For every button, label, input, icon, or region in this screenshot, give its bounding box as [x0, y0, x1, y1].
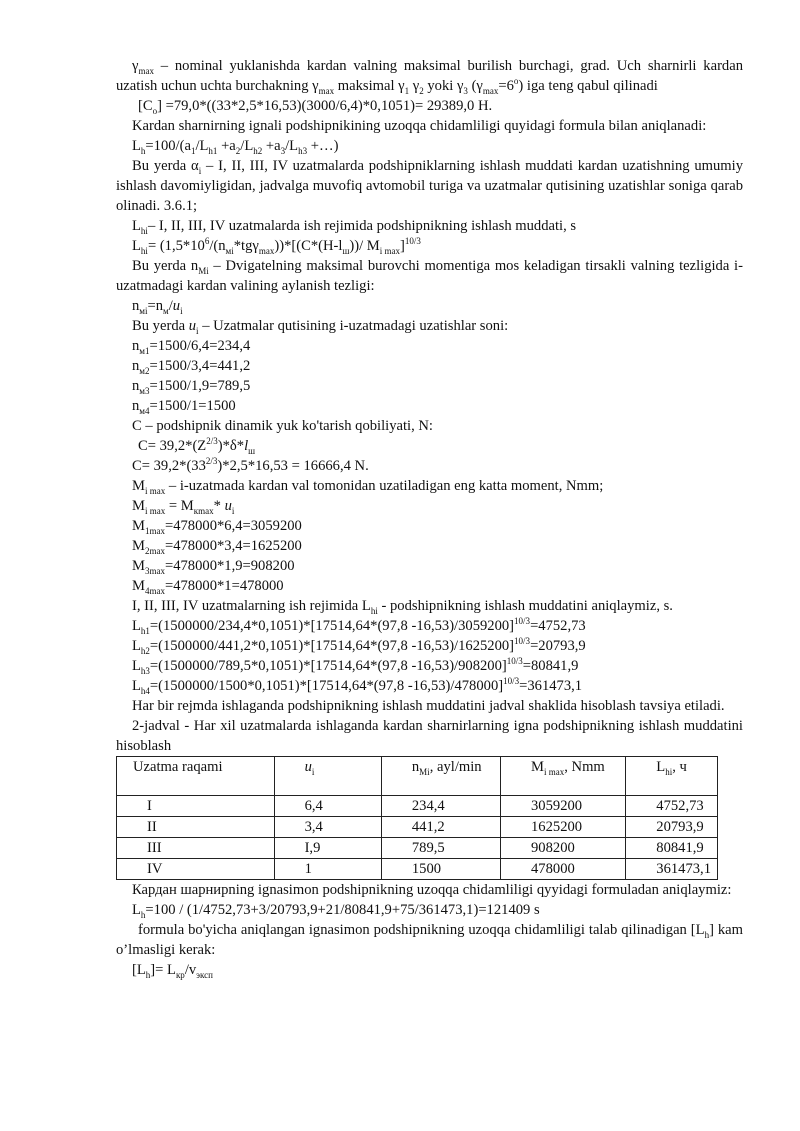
table-cell: 908200 [501, 838, 626, 859]
table-cell: II [117, 817, 275, 838]
nm1-calc: $n_{м1}=1500/6,4=234,4$ [132, 338, 251, 356]
table-row [117, 838, 718, 859]
table-cell: 1625200 [501, 817, 626, 838]
header-ratio: $u_i$ [274, 757, 381, 796]
required-life-formula: $[L_h]= L_{кр}/v_{эксп}$ [132, 962, 213, 980]
ui-definition: Bu yerda $u_i$ – Uzatmalar qutisining i-uzatmadagi uzatishlar soni: [132, 318, 509, 336]
table-cell: 361473,1 [626, 859, 718, 880]
table-cell: 478000 [501, 859, 626, 880]
nm4-calc: $n_{м4}=1500/1=1500$ [132, 398, 236, 416]
table-cell: 789,5 [381, 838, 500, 859]
table-intro: Har bir rejmda ishlaganda podshipnikning ishlash muddatini jadval shaklida hisoblash tavsiya etiladi. [132, 698, 725, 714]
table-cell: 3059200 [501, 796, 626, 817]
header-speed: $n_{Mi}$, ayl/min [381, 757, 500, 796]
nm2-calc: $n_{м2}=1500/3,4=441,2$ [132, 358, 251, 376]
table-caption: 2-jadval - Har xil uzatmalarda ishlaganda kardan sharnirlarning igna podshipnikning ishlash muddatini hisoblash [116, 718, 743, 754]
alpha-definition: Bu yerda $\alpha_i$ – I, II, III, IV uzatmalarda podshipniklarning ishlash muddati kardan uzatishning umumiy ishlash davomiyligidan, jadvalga muvofiq avtomobil turiga va uzatmalar qutisining uzatishlar soniga qarab olinadi. 3.6.1; [116, 158, 744, 214]
table-cell: 3,4 [274, 817, 381, 838]
table-cell: I [117, 796, 275, 817]
table-cell: I,9 [274, 838, 381, 859]
nmi-definition: Bu yerda $n_{Mi}$ – Dvigatelning maksimal burovchi momentiga mos keladigan tirsakli valning tezligida i-uzatmadagi kardan valining aylanish tezligi: [116, 258, 743, 294]
c-definition: C – podshipnik dinamik yuk ko'tarish qobiliyati, N: [132, 418, 433, 434]
table-cell: 6,4 [274, 796, 381, 817]
header-moment: $M_{i max}$, Nmm [501, 757, 626, 796]
table-cell: 441,2 [381, 817, 500, 838]
table-cell: 20793,9 [626, 817, 718, 838]
co-formula: $[C_o] =79,0*((33*2,5*16,53)(3000/6,4)*0,1051)= 29389,0$ H. [138, 98, 493, 116]
lhi-definition: $L_{hi}-$ I, II, III, IV uzatmalarda ish rejimida podshipnikning ishlash muddati, s [132, 218, 577, 236]
lh1-calc: $L_{h1}=(1500000/234,4*0,1051)*[17514,64*(97,8$ -16,53)/3059200]$^{10/3}$=4752,73 [132, 616, 586, 636]
work-mode-line: I, II, III, IV uzatmalarning ish rejimida $L_{hi}$ - podshipnikning ishlash muddatini aniqlaymiz, s. [132, 598, 673, 616]
table-row [117, 859, 718, 880]
c-formula: $C= 39,2*(Z^{2/3})*\delta*l_ш$ [138, 436, 256, 456]
m1-calc: $M_{1max}=478000*6,4=3059200$ [132, 518, 302, 536]
table-row [117, 796, 718, 817]
document-page [116, 56, 743, 980]
table-row [117, 817, 718, 838]
table-cell: 4752,73 [626, 796, 718, 817]
table-cell: 1500 [381, 859, 500, 880]
lh-formula: $L_h=100/(a_1/L_{h1} +a_2/L_{h2} +a_3/L_{h3}$ +…) [132, 138, 339, 156]
c-calc: $C= 39,2*(33^{2/3})*2,5*16,53 = 16666,4$ N. [132, 456, 369, 474]
m3-calc: $M_{3max}=478000*1,9=908200$ [132, 558, 295, 576]
nm3-calc: $n_{м3}=1500/1,9=789,5$ [132, 378, 251, 396]
mimax-definition: $M_{i max}$ – i-uzatmada kardan val tomonidan uzatiladigan eng katta moment, Nmm; [132, 478, 604, 496]
header-gear-number: Uzatma raqami [117, 757, 275, 796]
table-cell: 1 [274, 859, 381, 880]
formula-paragraph: formula bo'yicha aniqlangan ignasimon podshipnikning uzoqqa chidamliligi talab qilinadigan $[L_h]$ kam o’lmasligi kerak: [116, 922, 744, 958]
lh3-calc: $L_{h3}=(1500000/789,5*0,1051)*[17514,64*(97,8$ -16,53)/908200]$^{10/3}$=80841,9 [132, 656, 579, 676]
lhi-formula: $L_{hi}= (1,5*10^6/(n_{мi}*tg\gamma_{max}))*[(C*(H-l_ш))/$ $M_{i max}]^{10/3}$ [132, 236, 421, 256]
lh4-calc: $L_{h4}=(1500000/1500*0,1051)*[17514,64*(97,8$ -16,53)/478000]$^{10/3}$=361473,1 [132, 676, 583, 696]
table-header-row [117, 757, 718, 796]
durability-intro: Kardan sharnirning ignali podshipnikining uzoqqa chidamliligi quyidagi formula bilan aniqlanadi: [132, 118, 707, 134]
lh2-calc: $L_{h2}=(1500000/441,2*0,1051)*[17514,64*(97,8$ -16,53)/1625200]$^{10/3}$=20793,9 [132, 636, 586, 656]
m4-calc: $M_{4max}=478000*1=478000$ [132, 578, 284, 596]
table-cell: III [117, 838, 275, 859]
nmi-formula: $n_{мi}=n_м/u_i$ [132, 298, 183, 316]
m2-calc: $M_{2max}=478000*3,4=1625200$ [132, 538, 302, 556]
bearing-life-table [116, 756, 718, 880]
gamma-definition: $\gamma_{max}$ – nominal yuklanishda kardan valning maksimal burilish burchagi, grad. Uch sharnirli kardan uzatish uchun uchta burchakning $\gamma_{max}$ maksimal $\gamma_1$ $\gamma_2$ yoki $\gamma_3$ $(\gamma_{max}=6^o)$ iga teng qabul qilinadi [116, 58, 743, 96]
total-life-formula: $L_h=100 / (1/4752,73+3/20793,9+21/80841,9+75/361473,1)=121409$ s [132, 902, 540, 920]
kardan-paragraph: Кардан шарнирning ignasimon podshipnikning uzoqqa chidamliligi qyyidagi formuladan aniqlaymiz: [132, 882, 732, 898]
header-life: $L_{hi}$, ч [626, 757, 718, 796]
table-cell: IV [117, 859, 275, 880]
table-cell: 80841,9 [626, 838, 718, 859]
mimax-formula: $M_{i max} = M_{кmax}*$ $u_i$ [132, 498, 235, 516]
table-cell: 234,4 [381, 796, 500, 817]
